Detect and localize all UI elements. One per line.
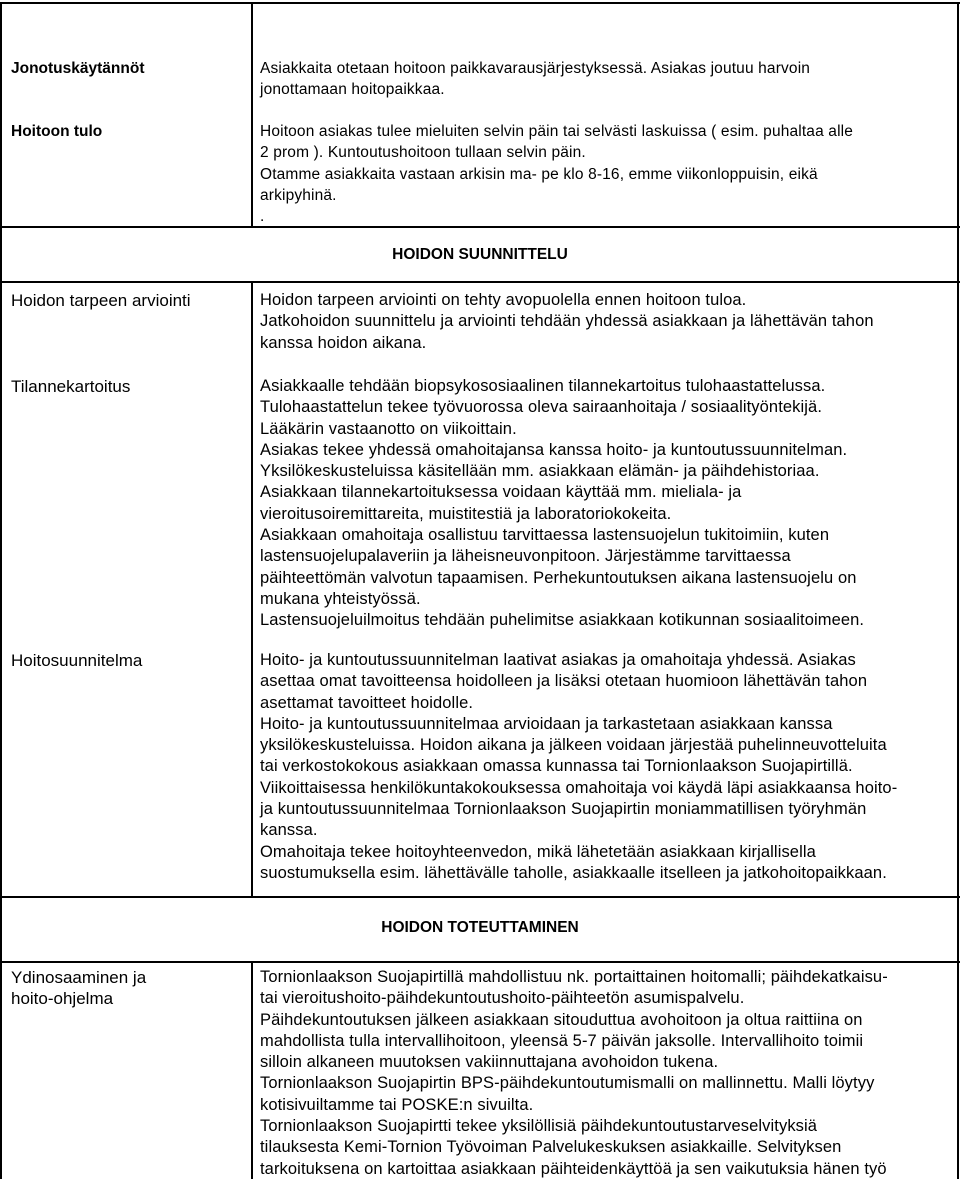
care-plan-label: Hoitosuunnitelma	[11, 651, 143, 670]
text-line: Yksilökeskusteluissa käsitellään mm. asiakkaan elämän- ja päihdehistoriaa.	[260, 462, 820, 481]
text-line: Lääkärin vastaanotto on viikoittain.	[260, 419, 517, 438]
text-line: Asiakkaalle tehdään biopsykososiaalinen tilannekartoitus tulohaastattelussa.	[260, 377, 826, 395]
need-assessment-text	[260, 290, 950, 354]
table-border-left-lower	[0, 896, 2, 1179]
text-line: Hoito- ja kuntoutussuunnitelmaa arvioidaan ja tarkastetaan asiakkaan kanssa	[260, 714, 833, 733]
table-border-right-upper	[957, 2, 959, 227]
text-line: 2 prom ). Kuntoutushoitoon tullaan selvin päin.	[260, 144, 586, 162]
text-line: vieroitusoiremittareita, muistitestiä ja laboratoriokokeita.	[260, 504, 672, 523]
need-assessment-label: Hoidon tarpeen arviointi	[11, 291, 191, 310]
implementation-heading: HOIDON TOTEUTTAMINEN	[381, 919, 579, 936]
table-border-left-upper	[0, 2, 2, 227]
text-line: yksilökeskusteluissa. Hoidon aikana ja jälkeen voidaan järjestää puhelinneuvotteluita	[260, 736, 887, 755]
text-line: Viikoittaisessa henkilökuntakokouksessa omahoitaja voi käydä läpi asiakkaansa hoito-	[260, 778, 898, 797]
table-section-rule-2	[0, 281, 960, 283]
column-divider-lower	[251, 962, 253, 1179]
text-line: Asiakkaan omahoitaja osallistuu tarvittaessa lastensuojelun tukitoimiin, kuten	[260, 526, 830, 545]
text-line: tai verkostokokous asiakkaan omassa kunnassa tai Tornionlaakson Suojapirtillä.	[260, 757, 853, 776]
column-divider-middle	[251, 282, 253, 897]
table-section-rule-4	[0, 961, 960, 963]
care-plan-text	[260, 650, 950, 884]
text-line: Hoidon tarpeen arviointi on tehty avopuolella ennen hoitoon tuloa.	[260, 291, 747, 309]
text-line: Tornionlaakson Suojapirtillä mahdollistuu nk. portaittainen hoitomalli; päihdekatkaisu-	[260, 968, 888, 986]
text-line: Päihdekuntoutuksen jälkeen asiakkaan sitouduttua avohoitoon ja oltua raittiina on	[260, 1010, 863, 1029]
situation-text	[260, 376, 950, 632]
text-line: mukana yhteistyössä.	[260, 589, 421, 608]
text-line: Tulohaastattelun tekee työvuorossa oleva sairaanhoitaja / sosiaalityöntekijä.	[260, 398, 823, 417]
ideology-text	[260, 967, 950, 1180]
text-line: Lastensuojeluilmoitus tehdään puhelimitse asiakkaan kotikunnan sosiaalitoimeen.	[260, 611, 865, 630]
situation-label: Tilannekartoitus	[11, 377, 131, 396]
label-line: Ydinosaaminen ja	[11, 968, 147, 987]
text-line: arkipyhinä.	[260, 186, 337, 204]
text-line: mahdollista tulla intervallihoitoon, yleensä 5-7 päivän jaksolle. Intervallihoito toimii	[260, 1031, 864, 1050]
planning-heading: HOIDON SUUNNITTELU	[392, 246, 568, 263]
text-line: kanssa.	[260, 821, 318, 840]
text-line: asettaa omat tavoitteensa hoidolleen ja lisäksi otetaan huomioon lähettävän tahon	[260, 672, 868, 691]
waiting-text	[260, 58, 950, 101]
waiting-label: Jonotuskäytännöt	[11, 60, 145, 77]
text-line: Hoito- ja kuntoutussuunnitelman laativat asiakas ja omahoitaja yhdessä. Asiakas	[260, 651, 856, 669]
text-line: Asiakas tekee yhdessä omahoitajansa kanssa hoito- ja kuntoutussuunnitelman.	[260, 440, 848, 459]
text-line: päihteettömän valvotun tapaamisen. Perhekuntoutuksen aikana lastensuojelu on	[260, 568, 857, 587]
text-line: suostumuksella esim. lähettävälle taholle, asiakkaalle itselleen ja jatkohoitopaikkaan.	[260, 863, 887, 882]
column-divider-upper	[251, 2, 253, 227]
text-line: lastensuojelupalaveriin ja läheisneuvonpitoon. Järjestämme tarvittaessa	[260, 547, 791, 566]
table-section-rule-3	[0, 896, 960, 898]
text-line: Otamme asiakkaita vastaan arkisin ma- pe klo 8-16, emme viikonloppuisin, eikä	[260, 165, 818, 183]
text-line: .	[260, 208, 265, 226]
text-line: tilauksesta Kemi-Tornion Työvoiman Palvelukeskuksen asiakkaille. Selvityksen	[260, 1138, 842, 1157]
text-line: jonottamaan hoitopaikkaa.	[260, 81, 445, 99]
label-line: hoito-ohjelma	[11, 989, 114, 1008]
table-border-right-lower	[957, 896, 959, 1179]
text-line: Hoitoon asiakas tulee mieluiten selvin päin tai selvästi laskuissa ( esim. puhaltaa alle	[260, 123, 854, 140]
text-line: kanssa hoidon aikana.	[260, 333, 427, 352]
ideology-label	[11, 967, 241, 1009]
text-line: tai vieroitushoito-päihdekuntoutushoito-päihteetön asumispalvelu.	[260, 989, 745, 1008]
text-line: Asiakkaita otetaan hoitoon paikkavarausjärjestyksessä. Asiakas joutuu harvoin	[260, 60, 811, 77]
arrival-label: Hoitoon tulo	[11, 123, 103, 140]
text-line: Tornionlaakson Suojapirtin BPS-päihdekuntoutumismalli on mallinnettu. Malli löytyy	[260, 1074, 875, 1093]
text-line: Omahoitaja tekee hoitoyhteenvedon, mikä lähetetään asiakkaan kirjallisella	[260, 842, 816, 861]
text-line: tarkoituksena on kartoittaa asiakkaan päihteidenkäyttöä ja sen vaikutuksia hänen työ	[260, 1159, 887, 1178]
text-line: asettamat tavoitteet hoidolle.	[260, 693, 474, 712]
table-border-right-middle	[957, 226, 959, 897]
arrival-text	[260, 121, 950, 227]
text-line: Jatkohoidon suunnittelu ja arviointi tehdään yhdessä asiakkaan ja lähettävän tahon	[260, 312, 874, 331]
table-border-left-middle	[0, 226, 2, 897]
text-line: silloin alkaneen muutoksen vakiinnuttajana avohoidon tukena.	[260, 1053, 719, 1072]
text-line: ja kuntoutussuunnitelmaa Tornionlaakson Suojapirtin moniammatillisen työryhmän	[260, 800, 867, 819]
text-line: kotisivuiltamme tai POSKE:n sivuilta.	[260, 1095, 534, 1114]
text-line: Asiakkaan tilannekartoituksessa voidaan käyttää mm. mieliala- ja	[260, 483, 742, 502]
text-line: Tornionlaakson Suojapirtti tekee yksilöllisiä päihdekuntoutustarveselvityksiä	[260, 1117, 818, 1136]
table-border-top	[0, 2, 960, 4]
